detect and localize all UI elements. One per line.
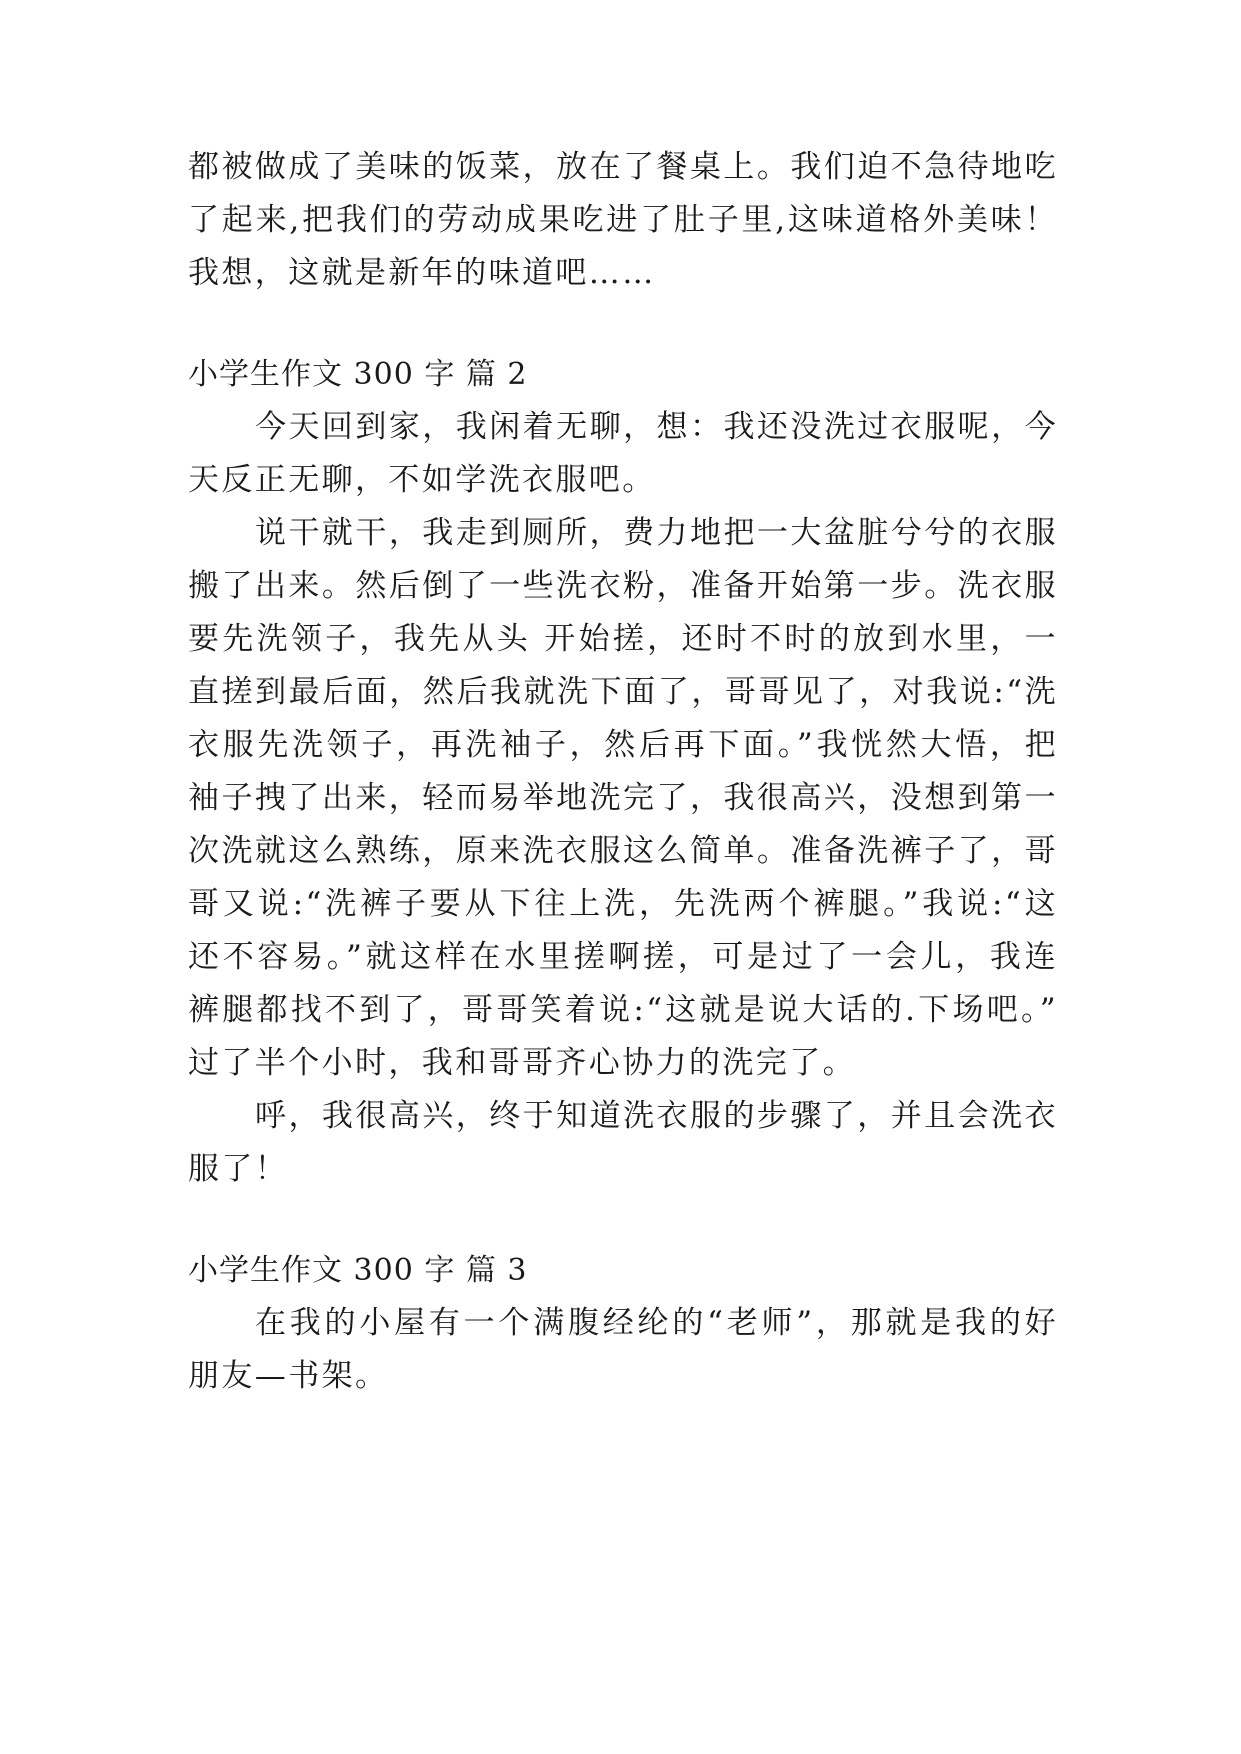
paragraph-line: 直搓到最后面，然后我就洗下面了，哥哥见了，对我说:“洗 <box>188 674 1058 710</box>
paragraph-line: 要先洗领子，我先从头 开始搓，还时不时的放到水里，一 <box>188 621 1058 657</box>
paragraph-line: 今天回到家，我闲着无聊，想：我还没洗过衣服呢，今 <box>255 409 1058 445</box>
section-heading: 小学生作文 300 字 篇 2 <box>188 357 528 392</box>
paragraph-line: 了起来,把我们的劳动成果吃进了肚子里,这味道格外美味！ <box>188 202 1058 238</box>
paragraph-line: 次洗就这么熟练，原来洗衣服这么简单。准备洗裤子了，哥 <box>188 833 1058 869</box>
paragraph-line: 天反正无聊，不如学洗衣服吧。 <box>188 462 656 498</box>
paragraph-line: 哥又说:“洗裤子要从下往上洗，先洗两个裤腿。”我说:“这 <box>188 886 1058 922</box>
paragraph-line: 衣服先洗领子，再洗袖子，然后再下面。”我恍然大悟，把 <box>188 727 1058 763</box>
paragraph-line: 呼，我很高兴，终于知道洗衣服的步骤了，并且会洗衣 <box>255 1098 1058 1134</box>
paragraph-line: 我想，这就是新年的味道吧…… <box>188 255 656 291</box>
paragraph-line: 袖子拽了出来，轻而易举地洗完了，我很高兴，没想到第一 <box>188 780 1058 816</box>
paragraph-line: 裤腿都找不到了，哥哥笑着说:“这就是说大话的.下场吧。” <box>188 992 1058 1028</box>
paragraph-line: 过了半个小时，我和哥哥齐心协力的洗完了。 <box>188 1045 856 1081</box>
paragraph-line: 说干就干，我走到厕所，费力地把一大盆脏兮兮的衣服 <box>255 515 1058 551</box>
paragraph-line: 还不容易。”就这样在水里搓啊搓，可是过了一会儿，我连 <box>188 939 1058 975</box>
paragraph-line: 朋友—书架。 <box>188 1358 389 1394</box>
section-heading: 小学生作文 300 字 篇 3 <box>188 1253 528 1288</box>
paragraph-line: 搬了出来。然后倒了一些洗衣粉，准备开始第一步。洗衣服 <box>188 568 1058 604</box>
paragraph-line: 在我的小屋有一个满腹经纶的“老师”，那就是我的好 <box>255 1305 1058 1341</box>
paragraph-line: 服了！ <box>188 1151 289 1187</box>
paragraph-line: 都被做成了美味的饭菜，放在了餐桌上。我们迫不急待地吃 <box>188 149 1058 185</box>
